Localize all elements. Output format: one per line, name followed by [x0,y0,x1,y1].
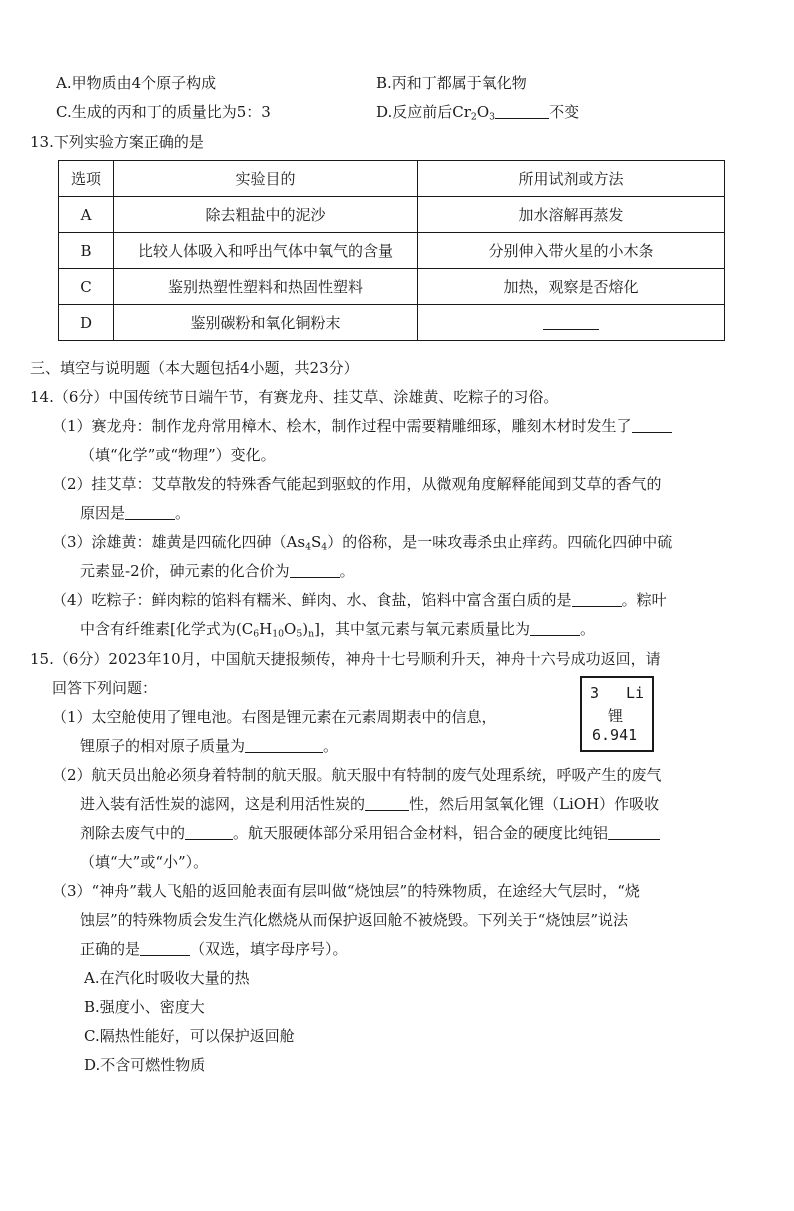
answer-blank[interactable] [530,620,580,636]
q15-part2-line1: （2）航天员出舱必须身着特制的航天服。航天服中有特制的废气处理系统，呼吸产生的废气 [52,766,662,784]
table-cell: B [59,233,114,269]
answer-blank[interactable] [245,737,323,753]
table-header: 所用试剂或方法 [418,161,725,197]
table-header-row [59,161,725,197]
answer-blank[interactable] [608,824,660,840]
periodic-table-cell-lithium [580,676,654,752]
atomic-mass: 6.941 [592,726,638,744]
q14-part4-line2: 中含有纤维素[化学式为$(C_6H_{10}O_5)_n$]，其中氢元素与氧元素质量比为 。 [80,620,596,640]
table-cell: D [59,305,114,341]
atomic-number: 3 [590,684,600,702]
section-title: 三、填空与说明题（本大题包括4小题，共23分） [30,359,359,377]
q12-option-d: D.反应前后$Cr_2O_3$ 不变 [376,103,580,123]
table-header: 实验目的 [114,161,418,197]
table-row [59,269,725,305]
q15-option-a: A.在汽化时吸收大量的热 [84,969,250,987]
q15-part1-line1: （1）太空舱使用了锂电池。右图是锂元素在元素周期表中的信息， [52,708,497,726]
q14-part1-line2: （填“化学”或“物理”）变化。 [80,446,276,464]
answer-blank[interactable] [572,591,622,607]
q15-part3-line3: 正确的是 （双选，填字母序号）。 [80,940,348,958]
table-cell: 除去粗盐中的泥沙 [114,197,418,233]
q14-part1-line1: （1）赛龙舟：制作龙舟常用樟木、桧木，制作过程中需要精雕细琢，雕刻木材时发生了 [52,415,672,436]
table-cell: 比较人体吸入和呼出气体中氧气的含量 [114,233,418,269]
q15-option-c: C.隔热性能好，可以保护返回舱 [84,1027,295,1045]
q14-part2-line1: （2）挂艾草：艾草散发的特殊香气能起到驱蚊的作用，从微观角度解释能闻到艾草的香气的 [52,475,662,493]
experiment-table [58,160,725,341]
answer-blank[interactable] [543,314,599,330]
table-cell: C [59,269,114,305]
q15-option-b: B.强度小、密度大 [84,998,205,1016]
table-header: 选项 [59,161,114,197]
table-cell: 加热，观察是否熔化 [418,269,725,305]
answer-blank[interactable] [365,795,409,811]
element-name: 锂 [608,707,624,725]
q14-part2-line2: 原因是 。 [80,504,191,522]
q15-option-d: D.不含可燃性物质 [84,1056,206,1074]
answer-blank[interactable] [290,562,340,578]
q15-part2-line4: （填“大”或“小”）。 [80,853,209,871]
q13-title: 13.下列实验方案正确的是 [30,133,204,151]
q12-option-c: C.生成的丙和丁的质量比为5：3 [56,103,271,121]
q15-part2-line2: 进入装有活性炭的滤网，这是利用活性炭的 性，然后用氢氧化锂（LiOH）作吸收 [80,795,660,813]
table-cell: 鉴别热塑性塑料和热固性塑料 [114,269,418,305]
q15-part2-line3: 剂除去废气中的 。航天服硬体部分采用铝合金材料，铝合金的硬度比纯铝 [80,822,660,843]
q15-part3-line2: 蚀层”的特殊物质会发生汽化燃烧从而保护返回舱不被烧毁。下列关于“烧蚀层”说法 [80,911,629,929]
q14-part3-line2: 元素显-2价，砷元素的化合价为 。 [80,562,355,580]
answer-blank[interactable] [125,504,175,520]
q15-part1-line2: 锂原子的相对原子质量为 。 [80,737,339,755]
answer-blank[interactable] [632,417,672,433]
answer-blank[interactable] [185,824,233,840]
table-cell: 鉴别碳粉和氧化铜粉末 [114,305,418,341]
q14-intro: 14.（6分）中国传统节日端午节，有赛龙舟、挂艾草、涂雄黄、吃粽子的习俗。 [30,388,559,406]
element-symbol: Li [626,684,645,702]
q12-option-a: A.甲物质由4个原子构成 [56,74,217,92]
table-row [59,233,725,269]
q15-part3-line1: （3）“神舟”载人飞船的返回舱表面有层叫做“烧蚀层”的特殊物质，在途经大气层时，“烧 [52,882,640,900]
table-cell: 加水溶解再蒸发 [418,197,725,233]
table-row [59,305,725,341]
q14-part3-line1: （3）涂雄黄：雄黄是四硫化四砷$(As_4S_4)$的俗称，是一味攻毒杀虫止痒药。四硫化四砷中硫 [52,533,673,553]
table-cell: A [59,197,114,233]
q15-intro-line2: 回答下列问题： [52,679,158,697]
table-cell: 分别伸入带火星的小木条 [418,233,725,269]
q14-part4-line1: （4）吃粽子：鲜肉粽的馅料有糯米、鲜肉、水、食盐，馅料中富含蛋白质的是 。粽叶 [52,591,667,609]
q12-option-b: B.丙和丁都属于氧化物 [376,74,527,92]
answer-blank[interactable] [495,103,549,119]
table-cell-answer [418,305,725,341]
q15-intro-line1: 15.（6分）2023年10月，中国航天捷报频传，神舟十七号顺利升天，神舟十六号成功返回，请 [30,650,661,668]
answer-blank[interactable] [140,940,190,956]
table-row [59,197,725,233]
